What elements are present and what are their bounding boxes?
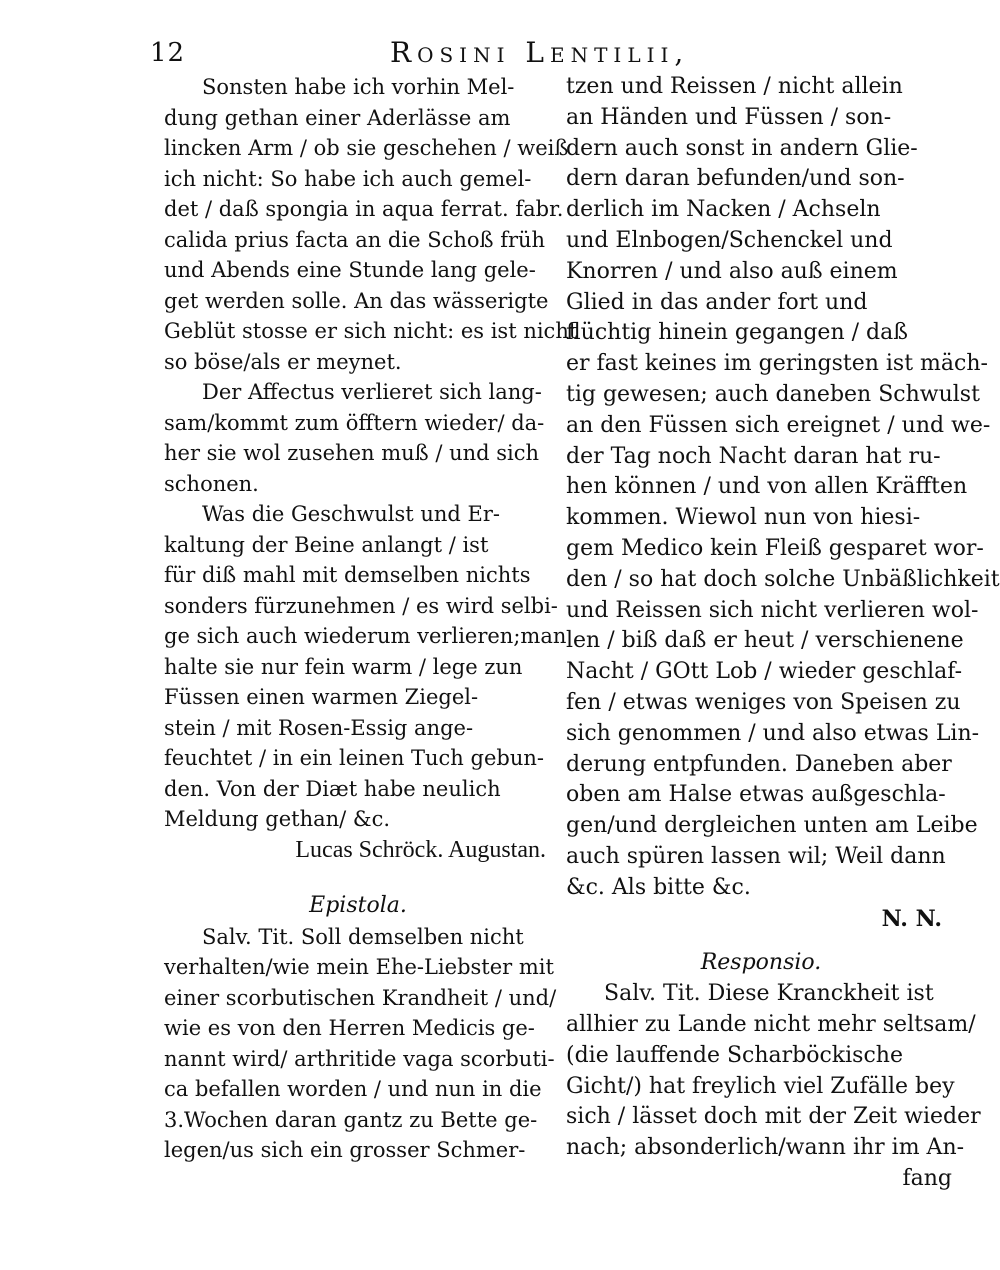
text-line: den. Von der Diæt habe neulich [164, 776, 501, 801]
page-number: 12 [150, 38, 186, 68]
left-paragraph-3 [164, 499, 567, 835]
text-line: sich genommen / und also etwas Lin- [566, 720, 980, 746]
text-line: Knorren / und also auß einem [566, 258, 898, 284]
text-line: nannt wird/ arthritide vaga scorbuti- [164, 1046, 555, 1071]
text-line: Salv. Tit. Diese Kranckheit ist [604, 981, 934, 1007]
text-line: auch spüren lassen wil; Weil dann [566, 843, 946, 869]
text-line: allhier zu Lande nicht mehr seltsam/ [566, 1011, 976, 1037]
text-line: und Elnbogen/Schenckel und [566, 227, 893, 253]
responsio-heading: Responsio. [700, 950, 822, 976]
text-line: ich nicht: So habe ich auch gemel- [164, 166, 532, 191]
spacer [164, 865, 552, 891]
text-line: halte sie nur fein warm / lege zun [164, 654, 523, 679]
text-line: legen/us sich ein grosser Schmer- [164, 1138, 526, 1162]
text-line: kommen. Wiewol nun von hiesi- [566, 505, 921, 531]
text-line: nach; absonderlich/wann ihr im An- [566, 1135, 965, 1161]
text-line: her sie wol zusehen muß / und sich [164, 441, 540, 465]
text-line: lincken Arm / ob sie geschehen / weiß [164, 136, 569, 160]
text-line: flüchtig hinein gegangen / daß [566, 320, 908, 346]
text-line: hen können / und von allen Kräfften [566, 474, 968, 500]
catchword: fang [902, 1165, 952, 1191]
text-line: tig gewesen; auch daneben Schwulst [566, 381, 980, 407]
text-line: Glied in das ander fort und [566, 289, 868, 315]
text-line: det / daß spongia in aqua ferrat. fabr. [164, 197, 564, 221]
text-line: 3.Wochen daran gantz zu Bette ge- [164, 1107, 538, 1132]
text-line: oben am Halse etwas außgeschla- [566, 782, 946, 808]
text-line: dung gethan einer Aderlässe am [164, 105, 511, 130]
text-line: Nacht / GOtt Lob / wieder geschlaf- [566, 659, 963, 685]
text-line: Meldung gethan/ &c. [164, 807, 391, 831]
text-line: sich / lässet doch mit der Zeit wieder [566, 1104, 981, 1130]
text-line: und Abends eine Stunde lang gele- [164, 258, 536, 282]
left-column [164, 72, 578, 1166]
text-line: kaltung der Beine anlangt / ist [164, 532, 489, 557]
text-line: so böse/als er meynet. [164, 349, 402, 374]
left-paragraph-4 [164, 922, 557, 1166]
running-title: Rosini Lentilii, [390, 36, 690, 69]
text-line: calida prius facta an die Schoß früh [164, 227, 546, 252]
text-line: dern daran befunden/und son- [566, 166, 905, 192]
sender-signature: N. N. [881, 905, 942, 932]
spacer [566, 934, 956, 948]
text-line: für diß mahl mit demselben nichts [164, 563, 531, 587]
running-head [0, 30, 1000, 70]
text-line: &c. Als bitte &c. [566, 874, 751, 900]
text-line: wie es von den Herren Medicis ge- [164, 1016, 535, 1040]
right-paragraph-2 [566, 979, 981, 1164]
text-line: sonders fürzunehmen / es wird selbi- [164, 593, 558, 618]
text-line: (die lauffende Scharböckische [566, 1042, 903, 1068]
text-line: fen / etwas weniges von Speisen zu [566, 689, 961, 715]
text-line: gem Medico kein Fleiß gesparet wor- [566, 535, 984, 561]
text-line: stein / mit Rosen-Essig ange- [164, 715, 474, 740]
text-line: an Händen und Füssen / son- [566, 104, 892, 130]
text-line: Geblüt stosse er sich nicht: es ist nicht [164, 319, 578, 343]
text-line: einer scorbutischen Krandheit / und/ [164, 985, 557, 1010]
text-line: feuchtet / in ein leinen Tuch gebun- [164, 746, 544, 770]
text-line: Der Affectus verlieret sich lang- [202, 380, 542, 404]
text-line: Gicht/) hat freylich viel Zufälle bey [566, 1073, 955, 1099]
text-line: Was die Geschwulst und Er- [202, 502, 500, 526]
text-line: er fast keines im geringsten ist mäch- [566, 351, 988, 377]
text-line: get werden solle. An das wässerigte [164, 288, 549, 313]
text-line: den / so hat doch solche Unbäßlichkeit [566, 566, 1000, 592]
text-line: Füssen einen warmen Ziegel- [164, 685, 479, 709]
right-column [566, 72, 1000, 1195]
right-paragraph-1 [566, 72, 1000, 904]
text-line: derlich im Nacken / Achseln [566, 197, 881, 223]
epistola-heading: Epistola. [309, 893, 407, 918]
text-line: tzen und Reissen / nicht allein [566, 74, 903, 99]
left-paragraph-1 [164, 72, 578, 377]
text-line: gen/und dergleichen unten am Leibe [566, 813, 978, 839]
text-line: verhalten/wie mein Ehe-Liebster mit [164, 955, 554, 979]
text-line: der Tag noch Nacht daran hat ru- [566, 443, 941, 469]
text-line: Sonsten habe ich vorhin Mel- [202, 75, 515, 99]
text-line: Salv. Tit. Soll demselben nicht [202, 924, 524, 949]
text-line: derung entpfunden. Daneben aber [566, 751, 952, 777]
text-line: an den Füssen sich ereignet / und we- [566, 412, 991, 438]
text-line: schonen. [164, 471, 259, 496]
text-line: und Reissen sich nicht verlieren wol- [566, 597, 979, 623]
text-line: len / biß daß er heut / verschienene [566, 628, 964, 654]
left-paragraph-2 [164, 377, 552, 499]
text-line: ge sich auch wiederum verlieren;man [164, 624, 567, 648]
text-line: dern auch sonst in andern Glie- [566, 135, 918, 161]
text-line: ca befallen worden / und nun in die [164, 1077, 542, 1101]
signature: Lucas Schröck. Augustan. [295, 836, 546, 863]
text-line: sam/kommt zum öfftern wieder/ da- [164, 410, 545, 435]
